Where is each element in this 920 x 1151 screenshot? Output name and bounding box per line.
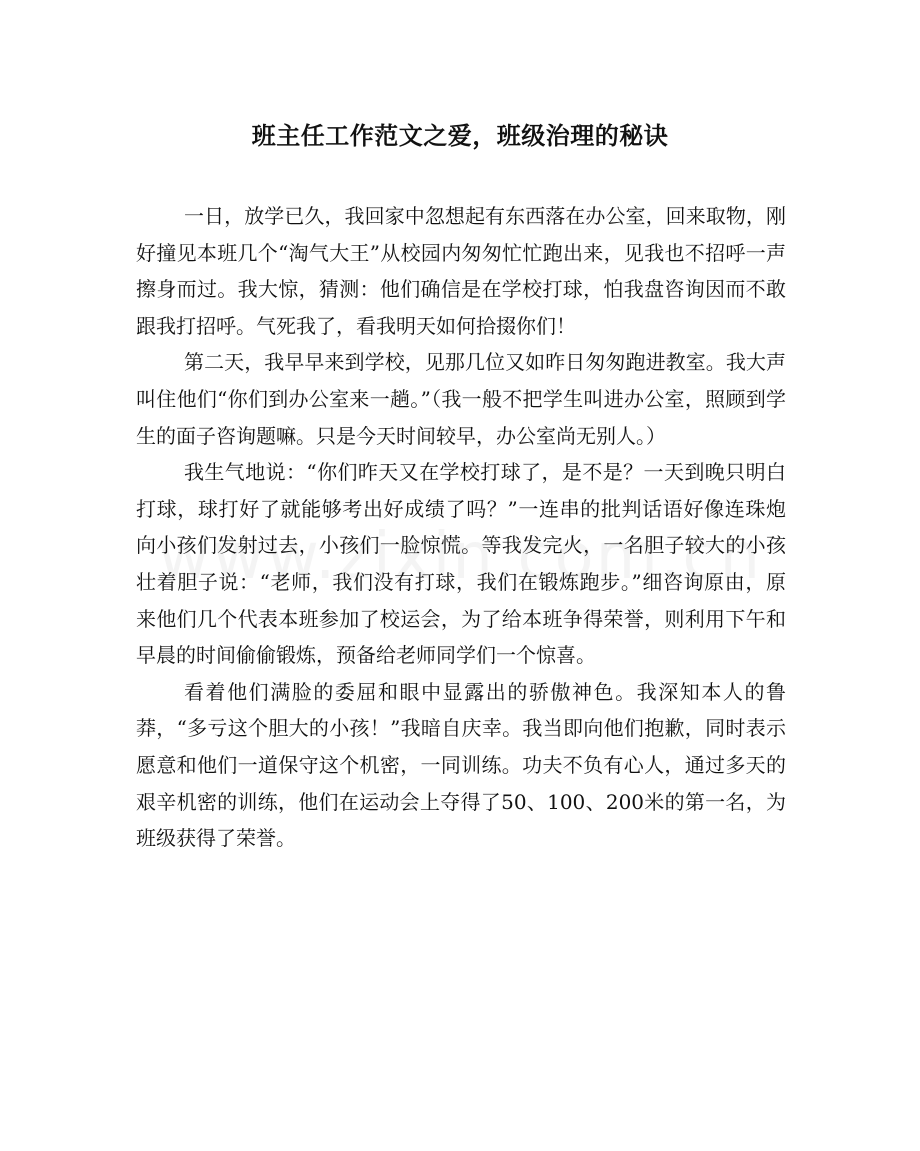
document-title: 班主任工作范文之爱，班级治理的秘诀 [251, 121, 669, 150]
paragraph: 一日，放学已久，我回家中忽想起有东西落在办公室，回来取物，刚好撞见本班几个“淘气大王”从校园内匆匆忙忙跑出来，见我也不招呼一声擦身而过。我大惊，猜测：他们确信是在学校打球，怕我盘咨询因而不敢跟我打招呼。气死我了，看我明天如何拾掇你们！ [136, 204, 786, 338]
paragraph: 第二天，我早早来到学校，见那几位又如昨日匆匆跑进教室。我大声叫住他们“你们到办公室来一趟。”（我一般不把学生叫进办公室，照顾到学生的面子咨询题嘛。只是今天时间较早，办公室尚无别人。） [136, 350, 786, 448]
document-body [136, 198, 786, 857]
paragraph: 看着他们满脸的委屈和眼中显露出的骄傲神色。我深知本人的鲁莽，“多亏这个胆大的小孩！”我暗自庆幸。我当即向他们抱歉，同时表示愿意和他们一道保守这个机密，一同训练。功夫不负有心人，通过多天的艰辛机密的训练，他们在运动会上夺得了50、100、200米的第一名，为班级获得了荣誉。 [136, 679, 786, 851]
paragraph: 我生气地说：“你们昨天又在学校打球了，是不是？一天到晚只明白打球，球打好了就能够考出好成绩了吗？”一连串的批判话语好像连珠炮向小孩们发射过去，小孩们一脸惊慌。等我发完火，一名胆子较大的小孩壮着胆子说：“老师，我们没有打球，我们在锻炼跑步。”细咨询原由，原来他们几个代表本班参加了校运会，为了给本班争得荣誉，则利用下午和早晨的时间偷偷锻炼，预备给老师同学们一个惊喜。 [136, 460, 786, 668]
